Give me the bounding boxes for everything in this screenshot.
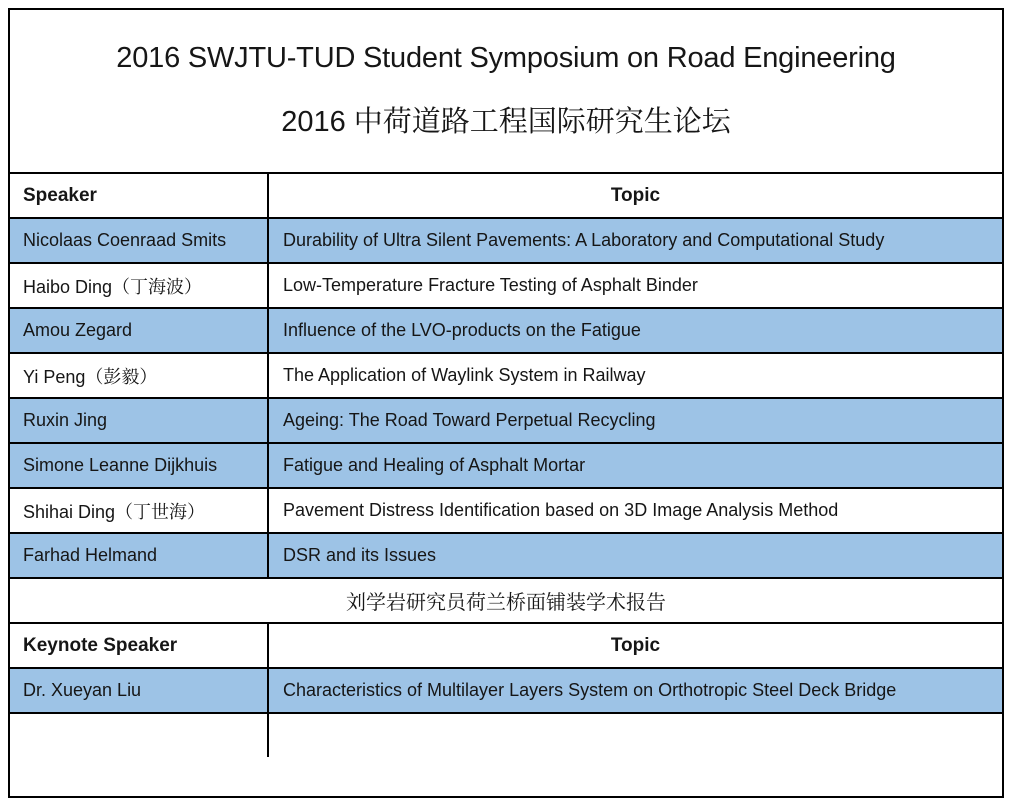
table-row	[10, 352, 1002, 397]
table-row	[10, 487, 1002, 532]
speaker-cell: Nicolaas Coenraad Smits	[10, 219, 269, 262]
schedule-header-row	[10, 172, 1002, 217]
topic-cell: Ageing: The Road Toward Perpetual Recycling	[283, 410, 656, 430]
speaker-cell: Haibo Ding（丁海波）	[10, 264, 269, 307]
speaker-cell: Shihai Ding（丁世海）	[10, 489, 269, 532]
topic-cell: Fatigue and Healing of Asphalt Mortar	[283, 455, 586, 475]
symposium-title-chinese: 2016 中荷道路工程国际研究生论坛	[281, 106, 731, 138]
table-row	[10, 262, 1002, 307]
speaker-cell: Ruxin Jing	[10, 399, 269, 442]
table-row	[10, 532, 1002, 577]
keynote-banner: 刘学岩研究员荷兰桥面铺装学术报告	[10, 577, 1002, 622]
symposium-title-english: 2016 SWJTU-TUD Student Symposium on Road Engineering	[116, 42, 896, 74]
keynote-speaker-column-header: Keynote Speaker	[10, 624, 269, 667]
topic-cell: The Application of Waylink System in Railway	[283, 365, 646, 385]
topic-cell: Durability of Ultra Silent Pavements: A Laboratory and Computational Study	[283, 230, 885, 250]
keynote-topic-column-header: Topic	[610, 634, 661, 656]
speaker-cell: Farhad Helmand	[10, 534, 269, 577]
keynote-speaker-cell: Dr. Xueyan Liu	[10, 669, 269, 712]
topic-cell: DSR and its Issues	[283, 545, 437, 565]
speaker-column-header: Speaker	[10, 174, 269, 217]
keynote-topic-cell: Characteristics of Multilayer Layers System on Orthotropic Steel Deck Bridge	[283, 680, 897, 700]
topic-column-header: Topic	[610, 184, 661, 206]
title-block	[10, 10, 1002, 172]
table-row	[10, 307, 1002, 352]
topic-cell: Low-Temperature Fracture Testing of Asphalt Binder	[283, 275, 698, 295]
speaker-cell: Amou Zegard	[10, 309, 269, 352]
speaker-cell: Simone Leanne Dijkhuis	[10, 444, 269, 487]
topic-cell: Influence of the LVO-products on the Fatigue	[283, 320, 641, 340]
speaker-cell	[10, 714, 269, 757]
topic-cell	[269, 714, 1002, 757]
table-row	[10, 667, 1002, 712]
table-row	[10, 397, 1002, 442]
table-row	[10, 217, 1002, 262]
symposium-schedule-table	[8, 8, 1004, 798]
table-row	[10, 442, 1002, 487]
speaker-cell: Yi Peng（彭毅）	[10, 354, 269, 397]
topic-cell: Pavement Distress Identification based on 3D Image Analysis Method	[283, 500, 839, 520]
table-row-partial	[10, 712, 1002, 757]
keynote-header-row	[10, 622, 1002, 667]
